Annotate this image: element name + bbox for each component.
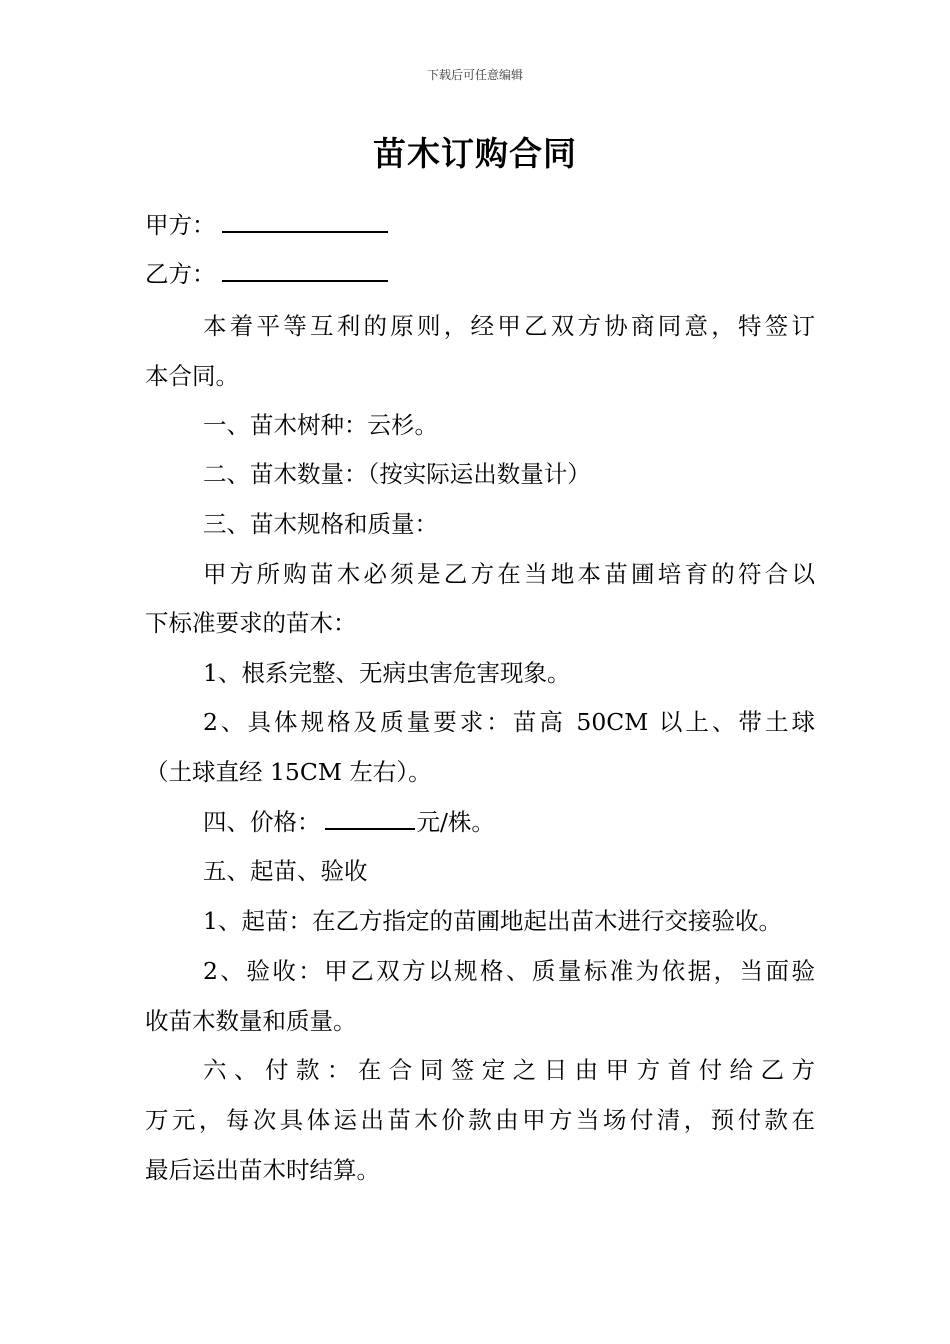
clause-4-price — [203, 805, 815, 839]
party-a-label: 甲方： — [145, 211, 216, 239]
requirement-2-line-2: （土球直经 15CM 左右）。 — [145, 758, 432, 786]
clause-5-2-line-2: 收苗木数量和质量。 — [145, 1007, 357, 1035]
price-label: 四、价格： — [203, 808, 321, 836]
clause-6-line-2: 万元，每次具体运出苗木价款由甲方当场付清，预付款在 — [145, 1106, 815, 1134]
header-note: 下载后可任意编辑 — [426, 68, 523, 82]
clause-2: 二、苗木数量：（按实际运出数量计） — [203, 460, 591, 488]
price-blank — [325, 806, 415, 830]
intro-line-1: 本着平等互利的原则，经甲乙双方协商同意，特签订 — [203, 312, 815, 340]
clause-6-line-3: 最后运出苗木时结算。 — [145, 1156, 380, 1184]
price-unit: 元/株。 — [416, 808, 495, 836]
clause-3: 三、苗木规格和质量： — [203, 510, 438, 538]
page-title: 苗木订购合同 — [373, 134, 577, 173]
clause-5-1: 1、起苗：在乙方指定的苗圃地起出苗木进行交接验收。 — [203, 907, 782, 935]
party-a-line — [145, 208, 815, 242]
party-b-blank — [222, 258, 388, 282]
party-a-blank — [222, 209, 388, 233]
clause-6-line-1: 六、付款：在合同签定之日由甲方首付给乙方 — [203, 1056, 815, 1084]
quality-line-2: 下标准要求的苗木： — [145, 609, 357, 637]
intro-line-2: 本合同。 — [145, 362, 239, 390]
quality-line-1: 甲方所购苗木必须是乙方在当地本苗圃培育的符合以 — [203, 560, 815, 588]
party-b-label: 乙方： — [145, 260, 216, 288]
party-b-line — [145, 257, 815, 291]
requirement-1: 1、根系完整、无病虫害危害现象。 — [203, 659, 571, 687]
clause-1: 一、苗木树种：云杉。 — [203, 411, 438, 439]
clause-5: 五、起苗、验收 — [203, 857, 368, 885]
requirement-2-line-1: 2、具体规格及质量要求：苗高 50CM 以上、带土球 — [203, 708, 815, 736]
clause-5-2-line-1: 2、验收：甲乙双方以规格、质量标准为依据，当面验 — [203, 957, 815, 985]
